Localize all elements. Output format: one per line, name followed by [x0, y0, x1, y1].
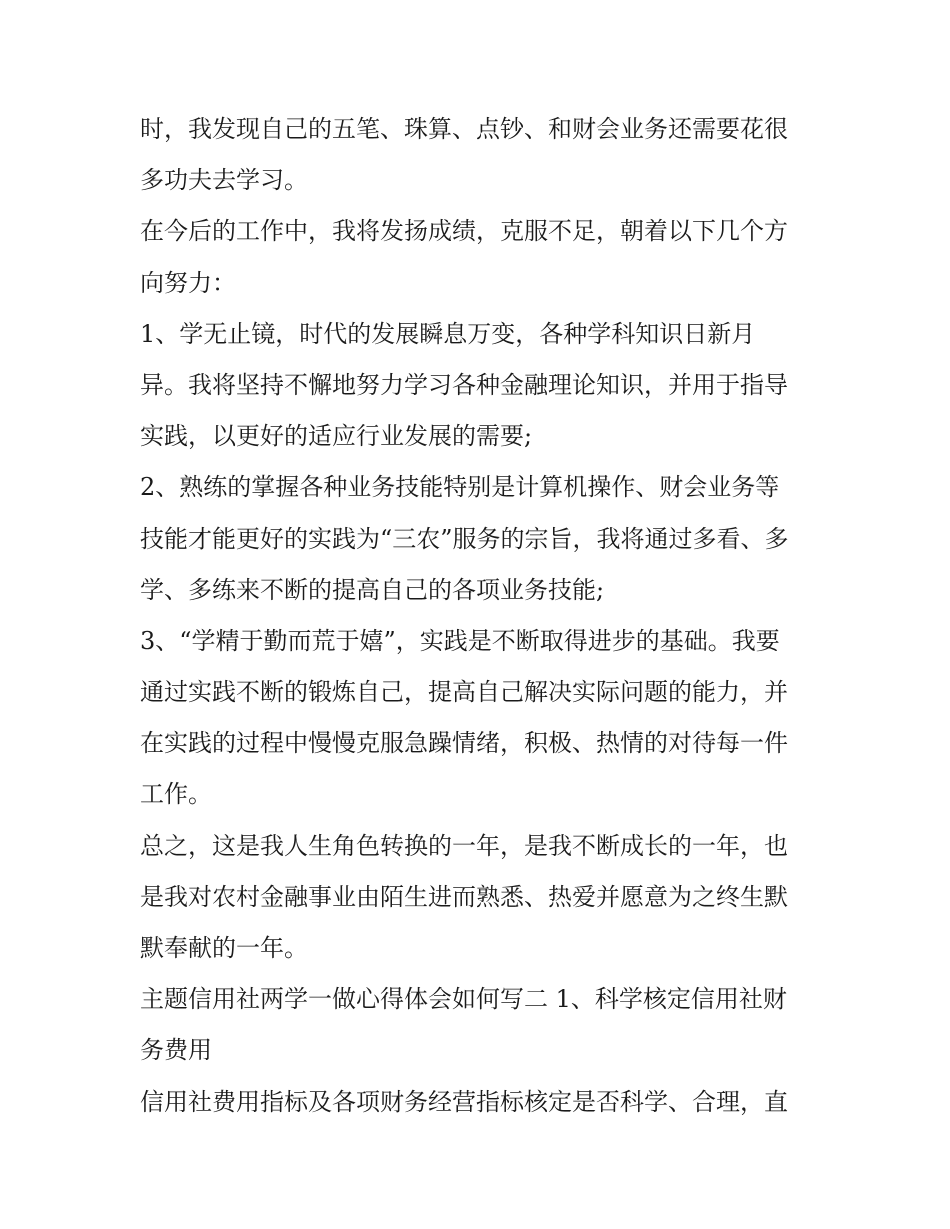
text-line: 在实践的过程中慢慢克服急躁情绪，积极、热情的对待每一件 [140, 729, 788, 758]
text-line: 信用社费用指标及各项财务经营指标核定是否科学、合理，直 [140, 1087, 788, 1116]
text-line: 学、多练来不断的提高自己的各项业务技能; [140, 575, 605, 604]
text-line: 技能才能更好的实践为“三农”服务的宗旨，我将通过多看、多 [140, 524, 789, 553]
text-line: 是我对农村金融事业由陌生进而熟悉、热爱并愿意为之终生默 [140, 882, 788, 911]
text-line: 多功夫去学习。 [140, 166, 308, 195]
text-line: 2、熟练的掌握各种业务技能特别是计算机操作、财会业务等 [140, 473, 780, 502]
text-line: 默奉献的一年。 [140, 934, 308, 962]
text-line: 主题信用社两学一做心得体会如何写二 1、科学核定信用社财 [140, 985, 787, 1014]
text-line: 时，我发现自己的五笔、珠算、点钞、和财会业务还需要花很 [140, 115, 788, 143]
text-line: 在今后的工作中，我将发扬成绩，克服不足，朝着以下几个方 [140, 217, 788, 246]
text-line: 工作。 [140, 780, 212, 809]
text-line: 务费用 [140, 1036, 212, 1065]
text-line: 3、“学精于勤而荒于嬉”，实践是不断取得进步的基础。我要 [140, 626, 780, 655]
text-line: 通过实践不断的锻炼自己，提高自己解决实际问题的能力，并 [140, 678, 788, 707]
text-line: 实践，以更好的适应行业发展的需要; [140, 422, 533, 451]
text-line: 异。我将坚持不懈地努力学习各种金融理论知识，并用于指导 [140, 370, 788, 399]
text-line: 1、学无止镜，时代的发展瞬息万变，各种学科知识日新月 [140, 319, 756, 348]
document-body [140, 104, 812, 1128]
text-line: 总之，这是我人生角色转换的一年，是我不断成长的一年，也 [140, 831, 788, 860]
text-line: 向努力： [140, 268, 236, 297]
